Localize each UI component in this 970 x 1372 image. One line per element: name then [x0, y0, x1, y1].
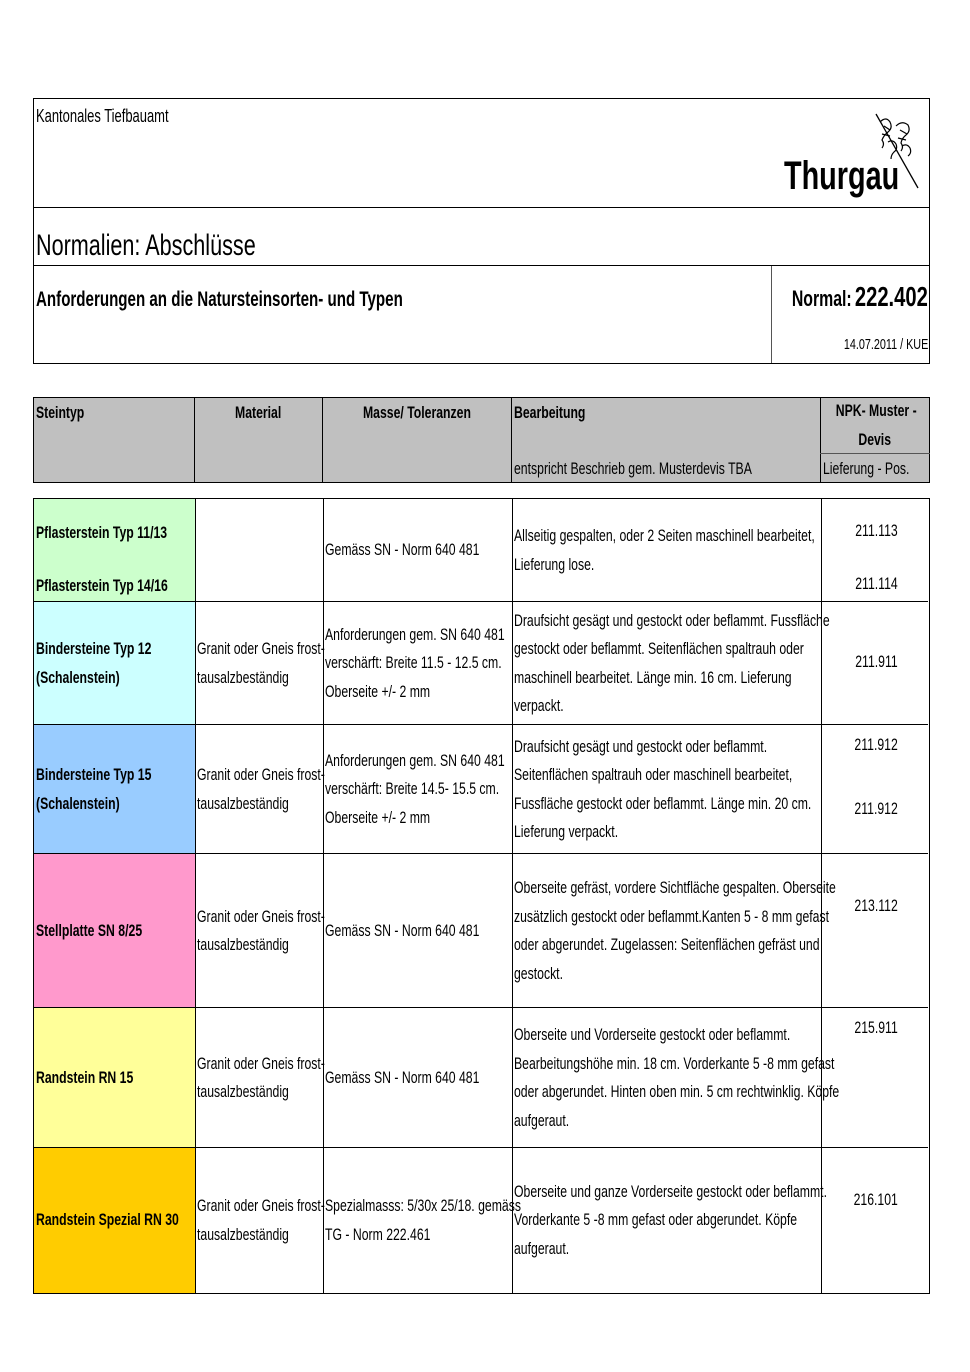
- masse-text: [325, 536, 480, 565]
- npk-position: [821, 1016, 931, 1040]
- bearbeitung-text-line: Oberseite gefräst, vordere Sichtfläche gespalten. Oberseite: [514, 878, 836, 897]
- column-divider: [821, 602, 822, 725]
- column-divider: [512, 725, 513, 854]
- steintyp-label: [36, 1064, 150, 1093]
- npk-value: 211.911: [854, 652, 898, 671]
- column-divider: [323, 725, 324, 854]
- material-text-line: tausalzbeständig: [197, 667, 289, 687]
- column-divider: [821, 1008, 822, 1148]
- masse-text-line: Gemäss SN - Norm 640 481: [325, 920, 480, 940]
- steintyp-label: [36, 917, 150, 946]
- table-row: [34, 1008, 928, 1148]
- npk-value: 211.114: [854, 574, 898, 593]
- column-divider: [512, 1148, 513, 1293]
- masse-text: [325, 747, 505, 833]
- steintyp-label-line: Pflasterstein Typ 11/13: [36, 523, 168, 542]
- table-row: [34, 602, 928, 725]
- material-text-line: tausalzbeständig: [197, 935, 289, 954]
- column-divider: [512, 1008, 513, 1148]
- header-divider-1: [33, 207, 930, 208]
- steintyp-label-line: Randstein Spezial RN 30: [36, 1210, 179, 1230]
- th-masse: Masse/ Toleranzen: [362, 403, 471, 422]
- masse-text-line: Oberseite +/- 2 mm: [325, 807, 431, 827]
- steintyp-label: [36, 635, 150, 692]
- column-divider: [821, 725, 822, 854]
- normal-label: Normal:: [792, 286, 852, 311]
- material-text-line: Granit oder Gneis frost-: [197, 639, 325, 658]
- masse-text-line: Spezialmasss: 5/30x 25/18. gemäss: [325, 1196, 521, 1215]
- bearbeitung-text-line: aufgeraut.: [514, 1110, 570, 1130]
- masse-text-line: Anforderungen gem. SN 640 481: [325, 750, 505, 770]
- page-title: Normalien: Abschlüsse: [36, 229, 256, 262]
- normal-number: 222.402: [855, 281, 928, 312]
- th-bearbeitung: Bearbeitung: [514, 403, 586, 422]
- column-divider: [821, 499, 822, 602]
- steintyp-label-line: (Schalenstein): [36, 667, 120, 687]
- material-text-line: Granit oder Gneis frost-: [197, 1053, 325, 1073]
- bearbeitung-text-line: Draufsicht gesägt und gestockt oder beflammt. Fussfläche: [514, 610, 830, 630]
- column-divider: [323, 499, 324, 602]
- material-text: [197, 1192, 325, 1249]
- bearbeitung-text: [514, 1178, 827, 1264]
- steintyp-label: [36, 1206, 179, 1235]
- material-text-line: tausalzbeständig: [197, 1224, 289, 1244]
- bearbeitung-text-line: Bearbeitungshöhe min. 18 cm. Vorderkante 5 -8 mm gefast: [514, 1053, 835, 1073]
- material-text: [197, 903, 325, 960]
- steintyp-label-line: Bindersteine Typ 12: [36, 639, 152, 658]
- column-divider: [512, 854, 513, 1008]
- th-divider-3: [511, 397, 512, 483]
- header-vdivider: [771, 266, 772, 363]
- table-row: [34, 854, 928, 1008]
- thurgau-logo: [784, 112, 924, 202]
- npk-position: [821, 1188, 931, 1212]
- th-material-cell: [194, 399, 322, 427]
- table-row: [34, 1148, 928, 1293]
- bearbeitung-text-line: Oberseite und ganze Vorderseite gestockt oder beflammt.: [514, 1181, 827, 1201]
- masse-text: [325, 917, 480, 946]
- logo-text: Thurgau: [784, 154, 900, 198]
- bearbeitung-text-line: oder abgerundet. Zugelassen: Seitenflächen gefräst und: [514, 935, 820, 954]
- column-divider: [323, 854, 324, 1008]
- bearbeitung-text-line: gestockt oder beflammt. Seitenflächen spaltrauh oder: [514, 639, 804, 658]
- column-divider: [512, 602, 513, 725]
- masse-text-line: Gemäss SN - Norm 640 481: [325, 1067, 480, 1087]
- date-ref: 14.07.2011 / KUE: [843, 336, 928, 353]
- header-divider-2: [33, 265, 930, 266]
- column-divider: [821, 854, 822, 1008]
- bearbeitung-text-line: Vorderkante 5 -8 mm gefast oder abgerundet. Köpfe: [514, 1210, 798, 1230]
- material-text: [197, 1050, 325, 1107]
- column-divider: [195, 1008, 196, 1148]
- bearbeitung-text-line: verpackt.: [514, 696, 564, 715]
- bearbeitung-text-line: Seitenflächen spaltrauh oder maschinell bearbeitet,: [514, 765, 793, 784]
- th-masse-cell: [322, 399, 511, 427]
- bearbeitung-text: [514, 874, 836, 988]
- bearbeitung-text-line: gestockt.: [514, 963, 563, 983]
- column-divider: [512, 499, 513, 602]
- bearbeitung-text-line: zusätzlich gestockt oder beflammt.Kanten 5 - 8 mm gefast: [514, 906, 829, 926]
- bearbeitung-text-line: Oberseite und Vorderseite gestockt oder beflammt.: [514, 1025, 791, 1044]
- th-npk-sub: Lieferung - Pos.: [823, 459, 910, 478]
- column-divider: [323, 1008, 324, 1148]
- material-text-line: Granit oder Gneis frost-: [197, 1196, 325, 1215]
- th-material: Material: [234, 403, 282, 422]
- th-npk-line1: NPK- Muster -: [835, 401, 917, 420]
- steintyp-label-line: (Schalenstein): [36, 793, 120, 813]
- bearbeitung-text-line: maschinell bearbeitet. Länge min. 16 cm. Lieferung: [514, 667, 792, 687]
- masse-text: [325, 621, 505, 707]
- bearbeitung-text: [514, 607, 830, 721]
- masse-text-line: verschärft: Breite 14.5- 15.5 cm.: [325, 779, 500, 799]
- npk-position: [821, 519, 931, 543]
- column-divider: [323, 602, 324, 725]
- masse-text-line: verschärft: Breite 11.5 - 12.5 cm.: [325, 653, 502, 673]
- bearbeitung-text-line: Fussfläche gestockt oder beflammt. Länge min. 20 cm.: [514, 793, 812, 813]
- page-subtitle: Anforderungen an die Natursteinsorten- und Typen: [36, 288, 403, 311]
- npk-position: [821, 894, 931, 918]
- table-row: [34, 499, 928, 602]
- column-divider: [323, 1148, 324, 1293]
- table-row: [34, 725, 928, 854]
- masse-text-line: TG - Norm 222.461: [325, 1224, 431, 1244]
- material-text: [197, 635, 325, 692]
- bearbeitung-text: [514, 522, 815, 579]
- npk-position: [821, 572, 931, 596]
- column-divider: [195, 854, 196, 1008]
- column-divider: [195, 499, 196, 602]
- column-divider: [195, 602, 196, 725]
- npk-value: 211.912: [854, 799, 898, 818]
- npk-position: [821, 797, 931, 821]
- bearbeitung-text-line: Lieferung verpackt.: [514, 822, 619, 841]
- npk-position: [821, 733, 931, 757]
- th-npk-cell: [820, 396, 930, 454]
- bearbeitung-text: [514, 733, 812, 847]
- material-text-line: Granit oder Gneis frost-: [197, 906, 325, 926]
- steintyp-label-line: Bindersteine Typ 15: [36, 765, 152, 784]
- steintyp-label: [36, 761, 150, 818]
- bearbeitung-text-line: aufgeraut.: [514, 1238, 570, 1258]
- stone-table: [33, 498, 930, 1294]
- npk-value: 215.911: [854, 1018, 898, 1037]
- bearbeitung-text-line: Lieferung lose.: [514, 554, 595, 574]
- masse-text-line: Oberseite +/- 2 mm: [325, 681, 431, 701]
- npk-value: 211.912: [854, 735, 898, 754]
- bearbeitung-text: [514, 1021, 840, 1135]
- th-npk-line2: Devis: [858, 430, 892, 449]
- normal-ref: [792, 281, 928, 313]
- th-bearbeitung-sub: entspricht Beschrieb gem. Musterdevis TBA: [514, 459, 752, 478]
- steintyp-label-line: Stellplatte SN 8/25: [36, 920, 143, 940]
- column-divider: [195, 1148, 196, 1293]
- steintyp-label: [36, 519, 167, 548]
- th-steintyp: Steintyp: [36, 403, 85, 422]
- office-name: Kantonales Tiefbauamt: [36, 106, 169, 126]
- masse-text: [325, 1064, 480, 1093]
- npk-value: 211.113: [854, 521, 898, 540]
- bearbeitung-text-line: Draufsicht gesägt und gestockt oder beflammt.: [514, 736, 768, 756]
- material-text-line: tausalzbeständig: [197, 793, 289, 813]
- bearbeitung-text-line: Allseitig gespalten, oder 2 Seiten maschinell bearbeitet,: [514, 526, 815, 545]
- npk-value: 216.101: [853, 1190, 899, 1209]
- steintyp-label: Pflasterstein Typ 14/16: [36, 576, 168, 595]
- bearbeitung-text-line: oder abgerundet. Hinten oben min. 5 cm rechtwinklig. Köpfe: [514, 1082, 840, 1101]
- masse-text-line: Anforderungen gem. SN 640 481: [325, 624, 505, 644]
- material-text: [197, 761, 325, 818]
- npk-position: [821, 650, 931, 674]
- material-text-line: Granit oder Gneis frost-: [197, 765, 325, 784]
- material-text-line: tausalzbeständig: [197, 1082, 289, 1101]
- masse-text: [325, 1192, 521, 1249]
- column-divider: [195, 725, 196, 854]
- steintyp-label-line: Randstein RN 15: [36, 1067, 134, 1087]
- npk-value: 213.112: [854, 896, 898, 915]
- masse-text-line: Gemäss SN - Norm 640 481: [325, 540, 480, 560]
- column-divider: [821, 1148, 822, 1293]
